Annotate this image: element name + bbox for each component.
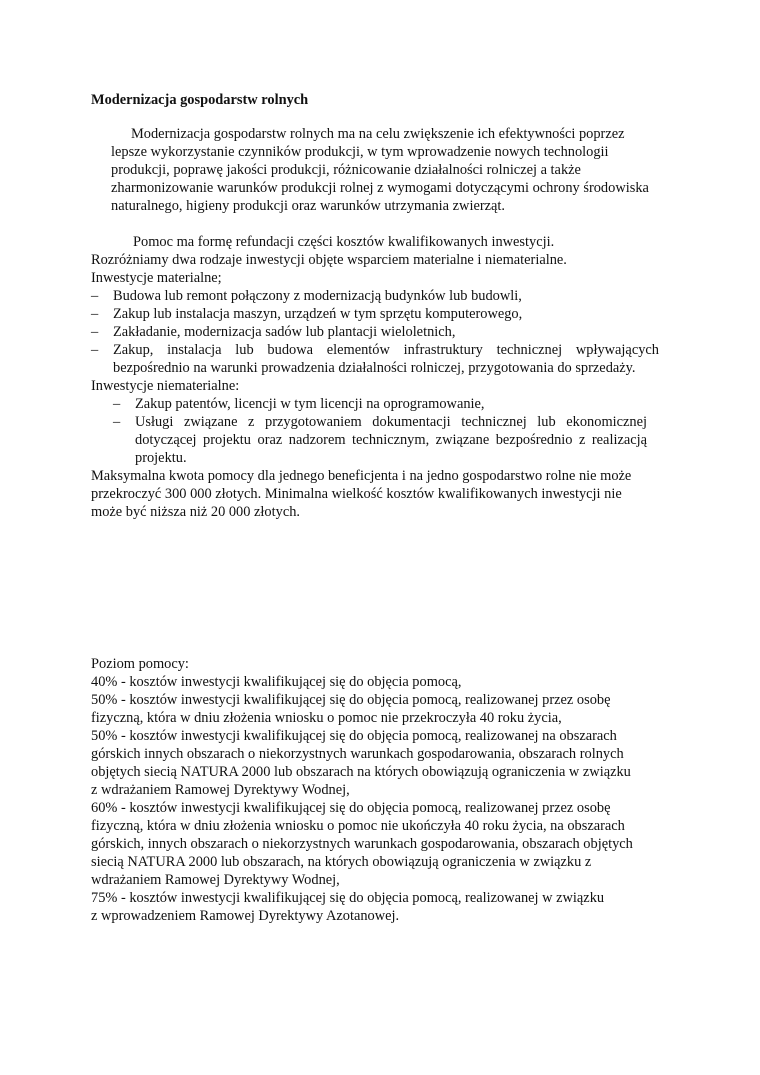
intro-line: produkcji, poprawę jakości produkcji, różnicowanie działalności rolniczej a także bbox=[111, 162, 581, 178]
list-item: – Zakup lub instalacja maszyn, urządzeń w tym sprzętu komputerowego, bbox=[91, 305, 669, 323]
aid-level-line: z wprowadzeniem Ramowej Dyrektywy Azotanowej. bbox=[91, 908, 400, 924]
intro-paragraph bbox=[91, 125, 669, 215]
aid-level-line: 40% - kosztów inwestycji kwalifikującej się do objęcia pomocą, bbox=[91, 674, 462, 690]
intro-line: naturalnego, higieny produkcji oraz warunków utrzymania zwierząt. bbox=[111, 198, 505, 214]
max-amount-line: przekroczyć 300 000 złotych. Minimalna wielkość kosztów kwalifikowanych inwestycji nie bbox=[91, 486, 622, 502]
aid-level-line: objętych siecią NATURA 2000 lub obszarach na których obowiązują ograniczenia w związku bbox=[91, 764, 631, 780]
intro-line: Modernizacja gospodarstw rolnych ma na celu zwiększenie ich efektywności poprzez bbox=[131, 126, 625, 142]
max-amount-line: może być niższa niż 20 000 złotych. bbox=[91, 504, 300, 520]
list-item: – Zakup, instalacja lub budowa elementów infrastruktury technicznej wpływających bezpośrednio na warunki prowadzenia działalności rolniczej, przygotowania do sprzedaży. bbox=[91, 341, 669, 377]
intro-line: zharmonizowanie warunków produkcji rolnej z wymogami dotyczącymi ochrony środowiska bbox=[111, 180, 649, 196]
aid-level-line: fizyczną, która w dniu złożenia wniosku o pomoc nie przekroczyła 40 roku życia, bbox=[91, 710, 562, 726]
aid-level-line: 75% - kosztów inwestycji kwalifikującej się do objęcia pomocą, realizowanej w związku bbox=[91, 890, 605, 906]
aid-level-line: 50% - kosztów inwestycji kwalifikującej się do objęcia pomocą, realizowanej przez osobę bbox=[91, 692, 611, 708]
aid-level-line: 60% - kosztów inwestycji kwalifikującej się do objęcia pomocą, realizowanej przez osobę bbox=[91, 800, 611, 816]
immaterial-list bbox=[91, 395, 669, 467]
immaterial-heading: Inwestycje niematerialne: bbox=[91, 378, 240, 394]
document-title: Modernizacja gospodarstw rolnych bbox=[91, 92, 309, 108]
material-list bbox=[91, 287, 669, 377]
aid-level-heading: Poziom pomocy: bbox=[91, 656, 189, 672]
aid-level-line: 50% - kosztów inwestycji kwalifikującej się do objęcia pomocą, realizowanej na obszarach bbox=[91, 728, 617, 744]
list-item: – Zakładanie, modernizacja sadów lub plantacji wieloletnich, bbox=[91, 323, 669, 341]
aid-level-section bbox=[91, 655, 669, 925]
aid-level-line: z wdrażaniem Ramowej Dyrektywy Wodnej, bbox=[91, 782, 350, 798]
aid-level-line: górskich innych obszarach o niekorzystnych warunkach gospodarowania, obszarach rolnych bbox=[91, 746, 624, 762]
aid-level-line: fizyczną, która w dniu złożenia wniosku o pomoc nie ukończyła 40 roku życia, na obszarach bbox=[91, 818, 625, 834]
list-item: – Usługi związane z przygotowaniem dokumentacji technicznej lub ekonomicznej dotyczącej projektu oraz nadzorem technicznym, związane bezpośrednio z realizacją projektu. bbox=[91, 413, 669, 467]
aid-level-line: wdrażaniem Ramowej Dyrektywy Wodnej, bbox=[91, 872, 340, 888]
investment-section bbox=[91, 233, 669, 521]
intro-line: lepsze wykorzystanie czynników produkcji, w tym wprowadzenie nowych technologii bbox=[111, 144, 609, 160]
two-types-text: Rozróżniamy dwa rodzaje inwestycji objęte wsparciem materialne i niematerialne. bbox=[91, 252, 567, 268]
material-heading: Inwestycje materialne; bbox=[91, 270, 222, 286]
max-amount-line: Maksymalna kwota pomocy dla jednego beneficjenta i na jedno gospodarstwo rolne nie może bbox=[91, 468, 632, 484]
aid-level-line: górskich, innych obszarach o niekorzystnych warunkach gospodarowania, obszarach objętych bbox=[91, 836, 633, 852]
list-item: – Budowa lub remont połączony z modernizacją budynków lub budowli, bbox=[91, 287, 669, 305]
support-form-text: Pomoc ma formę refundacji części kosztów kwalifikowanych inwestycji. bbox=[133, 234, 555, 250]
list-item: – Zakup patentów, licencji w tym licencji na oprogramowanie, bbox=[91, 395, 669, 413]
aid-level-line: siecią NATURA 2000 lub obszarach, na których obowiązują ograniczenia w związku z bbox=[91, 854, 592, 870]
